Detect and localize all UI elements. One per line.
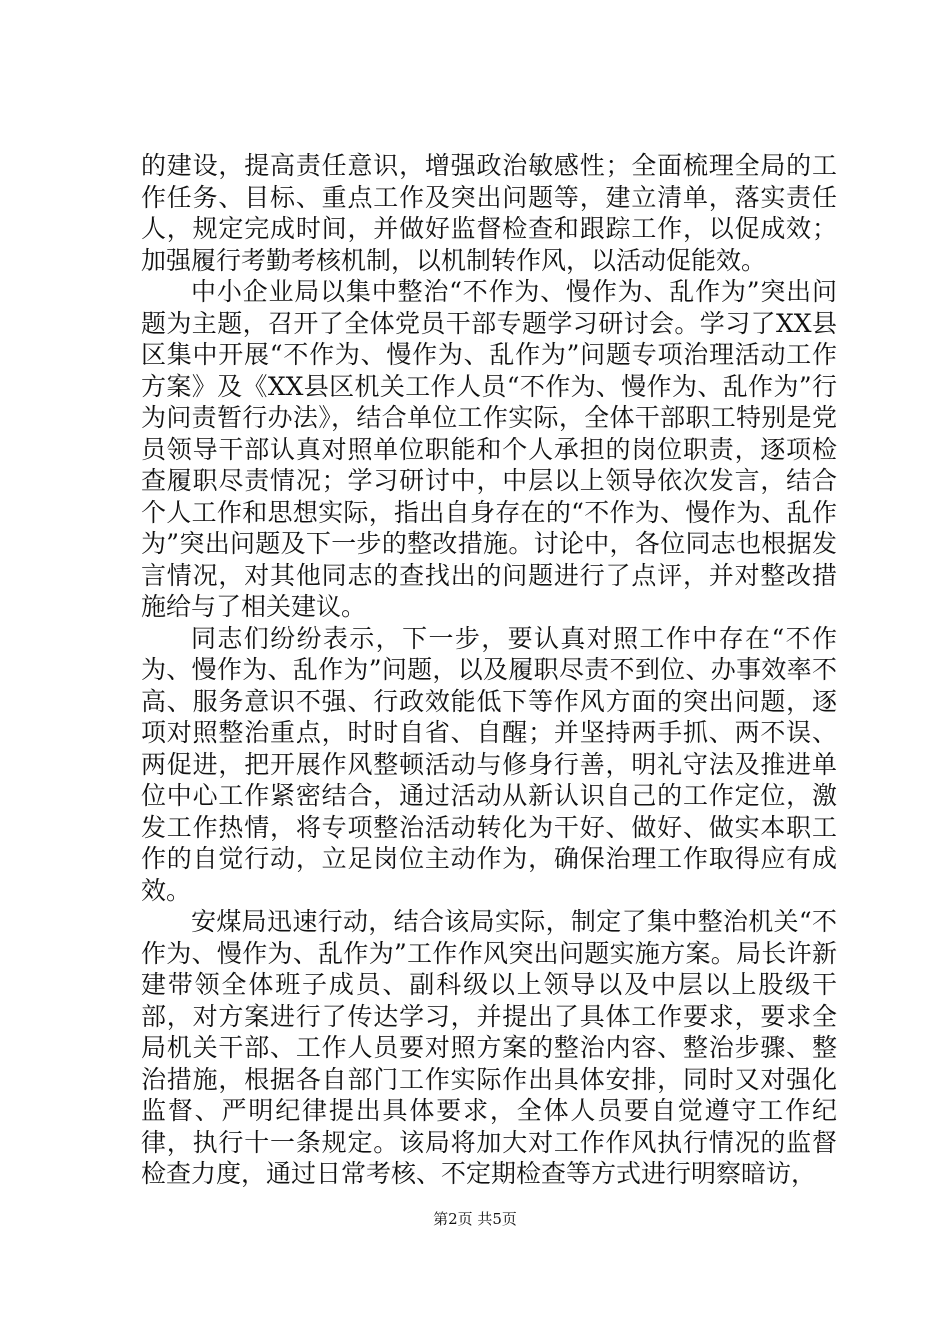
paragraph-comrades-statement: 同志们纷纷表示，下一步，要认真对照工作中存在“不作为、慢作为、乱作为”问题，以及履职尽责不到位、办事效率不高、服务意识不强、行政效能低下等作风方面的突出问题，逐项对照整治重点，时时自省、自醒；并坚持两手抓、两不误、两促进，把开展作风整顿活动与修身行善，明礼守法及推进单位中心工作紧密结合，通过活动从新认识自己的工作定位，激发工作热情，将专项整治活动转化为干好、做好、做实本职工作的自觉行动，立足岗位主动作为，确保治理工作取得应有成效。 [141, 623, 837, 905]
paragraph-continuation: 的建设，提高责任意识，增强政治敏感性；全面梳理全局的工作任务、目标、重点工作及突出问题等，建立清单，落实责任人，规定完成时间，并做好监督检查和跟踪工作，以促成效；加强履行考勤考核机制，以机制转作风，以活动促能效。 [141, 151, 837, 275]
document-body [141, 150, 837, 1190]
paragraph-coal-safety-bureau: 安煤局迅速行动，结合该局实际，制定了集中整治机关“不作为、慢作为、乱作为”工作作风突出问题实施方案。局长许新建带领全体班子成员、副科级以上领导以及中层以上股级干部，对方案进行了传达学习，并提出了具体工作要求，要求全局机关干部、工作人员要对照方案的整治内容、整治步骤、整治措施，根据各自部门工作实际作出具体安排，同时又对强化监督、严明纪律提出具体要求，全体人员要自觉遵守工作纪律，执行十一条规定。该局将加大对工作作风执行情况的监督检查力度，通过日常考核、不定期检查等方式进行明察暗访， [141, 907, 837, 1188]
page-footer: 第2页 共5页 [433, 1210, 517, 1228]
paragraph-sme-bureau: 中小企业局以集中整治“不作为、慢作为、乱作为”突出问题为主题，召开了全体党员干部专题学习研讨会。学习了XX县区集中开展“不作为、慢作为、乱作为”问题专项治理活动工作方案》及《XX县区机关工作人员“不作为、慢作为、乱作为”行为问责暂行办法》，结合单位工作实际，全体干部职工特别是党员领导干部认真对照单位职能和个人承担的岗位职责，逐项检查履职尽责情况；学习研讨中，中层以上领导依次发言，结合个人工作和思想实际，指出自身存在的“不作为、慢作为、乱作为”突出问题及下一步的整改措施。讨论中，各位同志也根据发言情况，对其他同志的查找出的问题进行了点评，并对整改措施给与了相关建议。 [141, 277, 837, 621]
